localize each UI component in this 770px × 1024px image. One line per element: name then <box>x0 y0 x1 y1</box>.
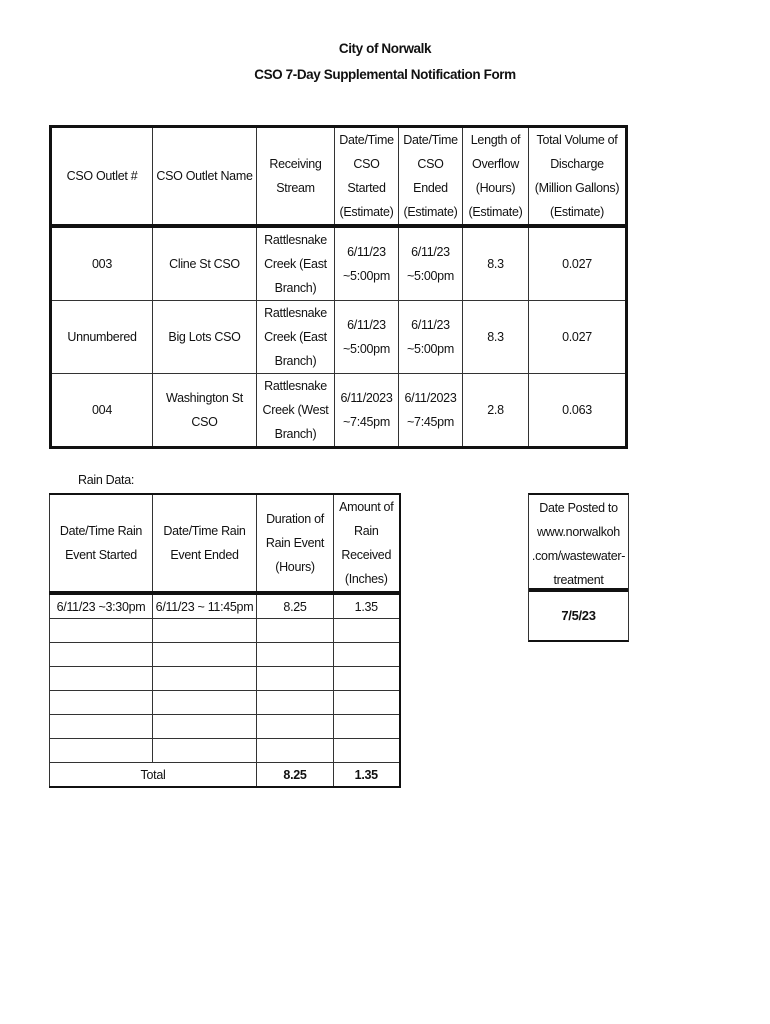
header-overflow-length: Length of Overflow (Hours) (Estimate) <box>463 127 529 227</box>
table-row <box>50 667 400 691</box>
cso-started: 6/11/23 ~5:00pm <box>335 226 399 301</box>
cso-header-row <box>51 127 627 227</box>
rain-table <box>49 493 401 788</box>
header-cso-ended: Date/Time CSO Ended (Estimate) <box>399 127 463 227</box>
table-row <box>50 619 400 643</box>
receiving-stream: Rattlesnake Creek (East Branch) <box>257 226 335 301</box>
rain-started: 6/11/23 ~3:30pm <box>50 593 153 619</box>
table-row <box>50 715 400 739</box>
rain-amount <box>334 643 400 667</box>
header-outlet-number: CSO Outlet # <box>51 127 153 227</box>
rain-ended <box>153 691 257 715</box>
rain-ended <box>153 739 257 763</box>
rain-ended <box>153 643 257 667</box>
table-row <box>50 643 400 667</box>
total-duration: 8.25 <box>257 763 334 788</box>
table-row <box>51 374 627 448</box>
rain-started <box>50 691 153 715</box>
rain-ended <box>153 619 257 643</box>
rain-duration <box>257 739 334 763</box>
overflow-length: 2.8 <box>463 374 529 448</box>
header-rain-ended: Date/Time Rain Event Ended <box>153 494 257 593</box>
table-row <box>50 739 400 763</box>
outlet-name: Cline St CSO <box>153 226 257 301</box>
rain-duration <box>257 643 334 667</box>
header-rain-started: Date/Time Rain Event Started <box>50 494 153 593</box>
outlet-number: 003 <box>51 226 153 301</box>
table-row <box>51 226 627 301</box>
header-rain-amount: Amount of Rain Received (Inches) <box>334 494 400 593</box>
header-receiving-stream: Receiving Stream <box>257 127 335 227</box>
table-row <box>51 301 627 374</box>
cso-started: 6/11/23 ~5:00pm <box>335 301 399 374</box>
rain-header-row <box>50 494 400 593</box>
total-volume: 0.027 <box>529 301 627 374</box>
header-rain-duration: Duration of Rain Event (Hours) <box>257 494 334 593</box>
table-row <box>50 593 400 619</box>
rain-duration <box>257 667 334 691</box>
receiving-stream: Rattlesnake Creek (West Branch) <box>257 374 335 448</box>
cso-table <box>49 125 628 449</box>
cso-ended: 6/11/23 ~5:00pm <box>399 226 463 301</box>
rain-ended <box>153 715 257 739</box>
header-total-volume: Total Volume of Discharge (Million Gallons)(Estimate) <box>529 127 627 227</box>
outlet-number: Unnumbered <box>51 301 153 374</box>
rain-ended: 6/11/23 ~ 11:45pm <box>153 593 257 619</box>
date-posted-label: Date Posted to www.norwalkoh .com/wastewater-treatment <box>529 495 628 592</box>
overflow-length: 8.3 <box>463 226 529 301</box>
rain-amount: 1.35 <box>334 593 400 619</box>
table-row <box>50 691 400 715</box>
receiving-stream: Rattlesnake Creek (East Branch) <box>257 301 335 374</box>
cso-ended: 6/11/23 ~5:00pm <box>399 301 463 374</box>
form-title: CSO 7-Day Supplemental Notification Form <box>254 67 516 82</box>
total-volume: 0.063 <box>529 374 627 448</box>
rain-duration <box>257 715 334 739</box>
rain-started <box>50 667 153 691</box>
rain-amount <box>334 619 400 643</box>
rain-ended <box>153 667 257 691</box>
total-label: Total <box>50 763 257 788</box>
rain-started <box>50 739 153 763</box>
cso-ended: 6/11/2023 ~7:45pm <box>399 374 463 448</box>
outlet-name: Washington St CSO <box>153 374 257 448</box>
rain-started <box>50 619 153 643</box>
header-cso-started: Date/Time CSO Started (Estimate) <box>335 127 399 227</box>
rain-amount <box>334 715 400 739</box>
rain-duration <box>257 691 334 715</box>
rain-started <box>50 643 153 667</box>
total-volume: 0.027 <box>529 226 627 301</box>
date-posted-value: 7/5/23 <box>561 608 596 623</box>
rain-started <box>50 715 153 739</box>
cso-started: 6/11/2023 ~7:45pm <box>335 374 399 448</box>
rain-amount <box>334 667 400 691</box>
outlet-name: Big Lots CSO <box>153 301 257 374</box>
rain-amount <box>334 691 400 715</box>
rain-duration <box>257 619 334 643</box>
city-title: City of Norwalk <box>338 41 432 56</box>
overflow-length: 8.3 <box>463 301 529 374</box>
outlet-number: 004 <box>51 374 153 448</box>
total-row <box>50 763 400 788</box>
rain-amount <box>334 739 400 763</box>
date-posted-box <box>528 493 629 642</box>
total-amount: 1.35 <box>334 763 400 788</box>
header-outlet-name: CSO Outlet Name <box>153 127 257 227</box>
rain-duration: 8.25 <box>257 593 334 619</box>
rain-data-label: Rain Data: <box>78 473 135 487</box>
